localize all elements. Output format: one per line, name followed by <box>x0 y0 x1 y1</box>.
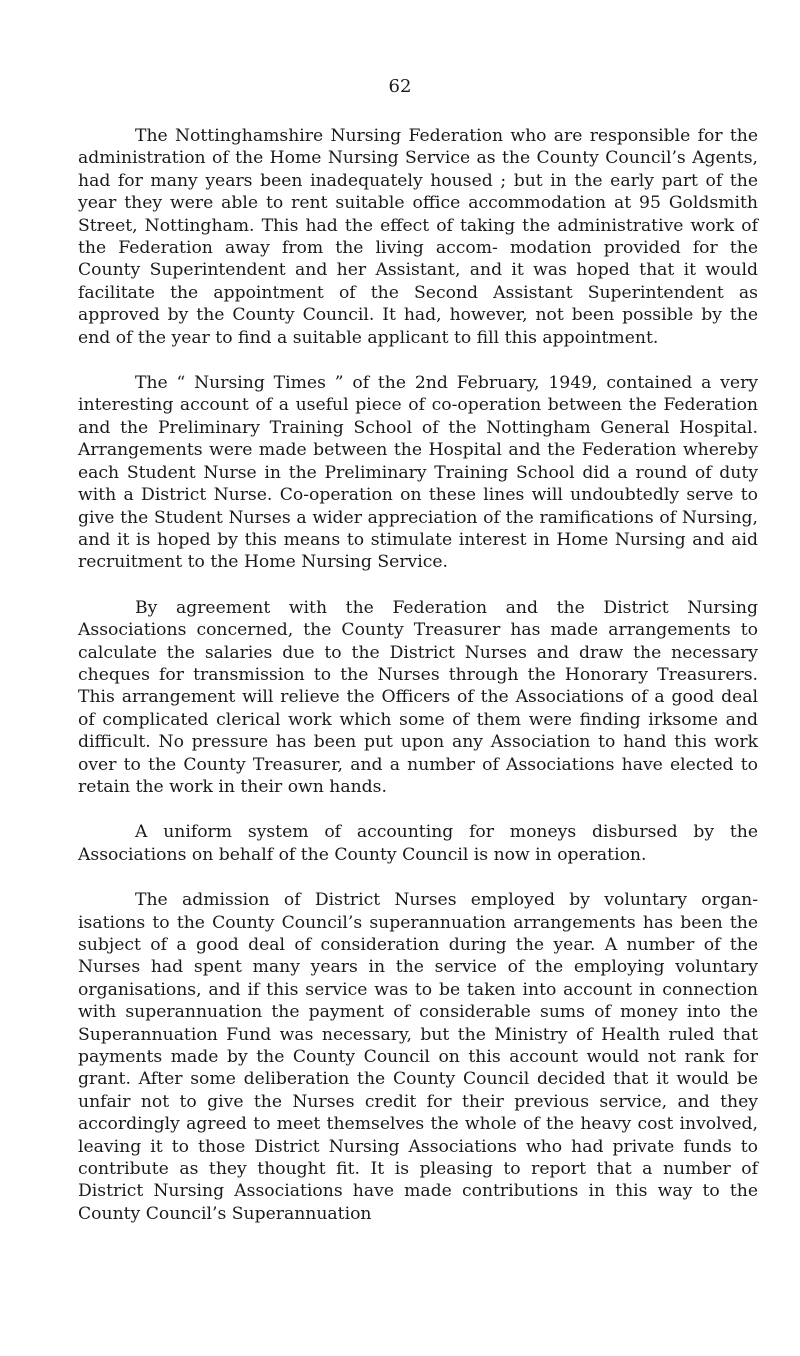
body-text <box>78 125 758 1225</box>
paragraph-uniform-accounting: A uniform system of accounting for moneys disbursed by the Associations on behalf of the County Council is now in operation. <box>78 822 758 865</box>
paragraph-nursing-federation-office: The Nottinghamshire Nursing Federation who are responsible for the administration of the Home Nursing Service as the County Council’s Agents, had for many years been inadequately housed ; but in the early part of the year they were able to rent suitable office accommodation at 95 Goldsmith Street, Nottingham. This had the effect of taking the administrative work of the Federation away from the living accom- modation provided for the County Superintendent and her Assistant, and it was hoped that it would facilitate the appointment of the Second Assistant Superintendent as approved by the County Council. It had, however, not been possible by the end of the year to find a suitable applicant to fill this appointment. <box>78 126 758 348</box>
paragraph-superannuation: The admission of District Nurses employed by voluntary organ- isations to the County Council’s superannuation arrangements has been the subject of a good deal of consideration during the year. A number of the Nurses had spent many years in the service of the employing voluntary organisations, and if this service was to be taken into account in connection with superannuation the payment of considerable sums of money into the Superannuation Fund was necessary, but the Ministry of Health ruled that payments made by the County Council on this account would not rank for grant. After some deliberation the County Council decided that it would be unfair not to give the Nurses credit for their previous service, and they accordingly agreed to meet themselves the whole of the heavy cost involved, leaving it to those District Nursing Associations who had private funds to contribute as they thought fit. It is pleasing to report that a number of District Nursing Associations have made contributions in this way to the County Council’s Superannuation <box>78 890 758 1224</box>
page-number: 62 <box>388 76 412 97</box>
paragraph-county-treasurer-salaries: By agreement with the Federation and the District Nursing Associations concerned, the County Treasurer has made arrangements to calculate the salaries due to the District Nurses and draw the necessary cheques for transmission to the Nurses through the Honorary Treasurers. This arrangement will relieve the Officers of the Associations of a good deal of complicated clerical work which some of them were finding irksome and difficult. No pressure has been put upon any Association to hand this work over to the County Treasurer, and a number of Associations have elected to retain the work in their own hands. <box>78 597 758 797</box>
paragraph-nursing-times-cooperation: The “ Nursing Times ” of the 2nd February, 1949, contained a very interesting account of a useful piece of co-operation between the Federation and the Preliminary Training School of the Nottingham General Hospital. Arrangements were made between the Hospital and the Federation whereby each Student Nurse in the Preliminary Training School did a round of duty with a District Nurse. Co-operation on these lines will undoubtedly serve to give the Student Nurses a wider appreciation of the ramifications of Nursing, and it is hoped by this means to stimulate interest in Home Nursing and aid recruitment to the Home Nursing Service. <box>78 373 758 573</box>
